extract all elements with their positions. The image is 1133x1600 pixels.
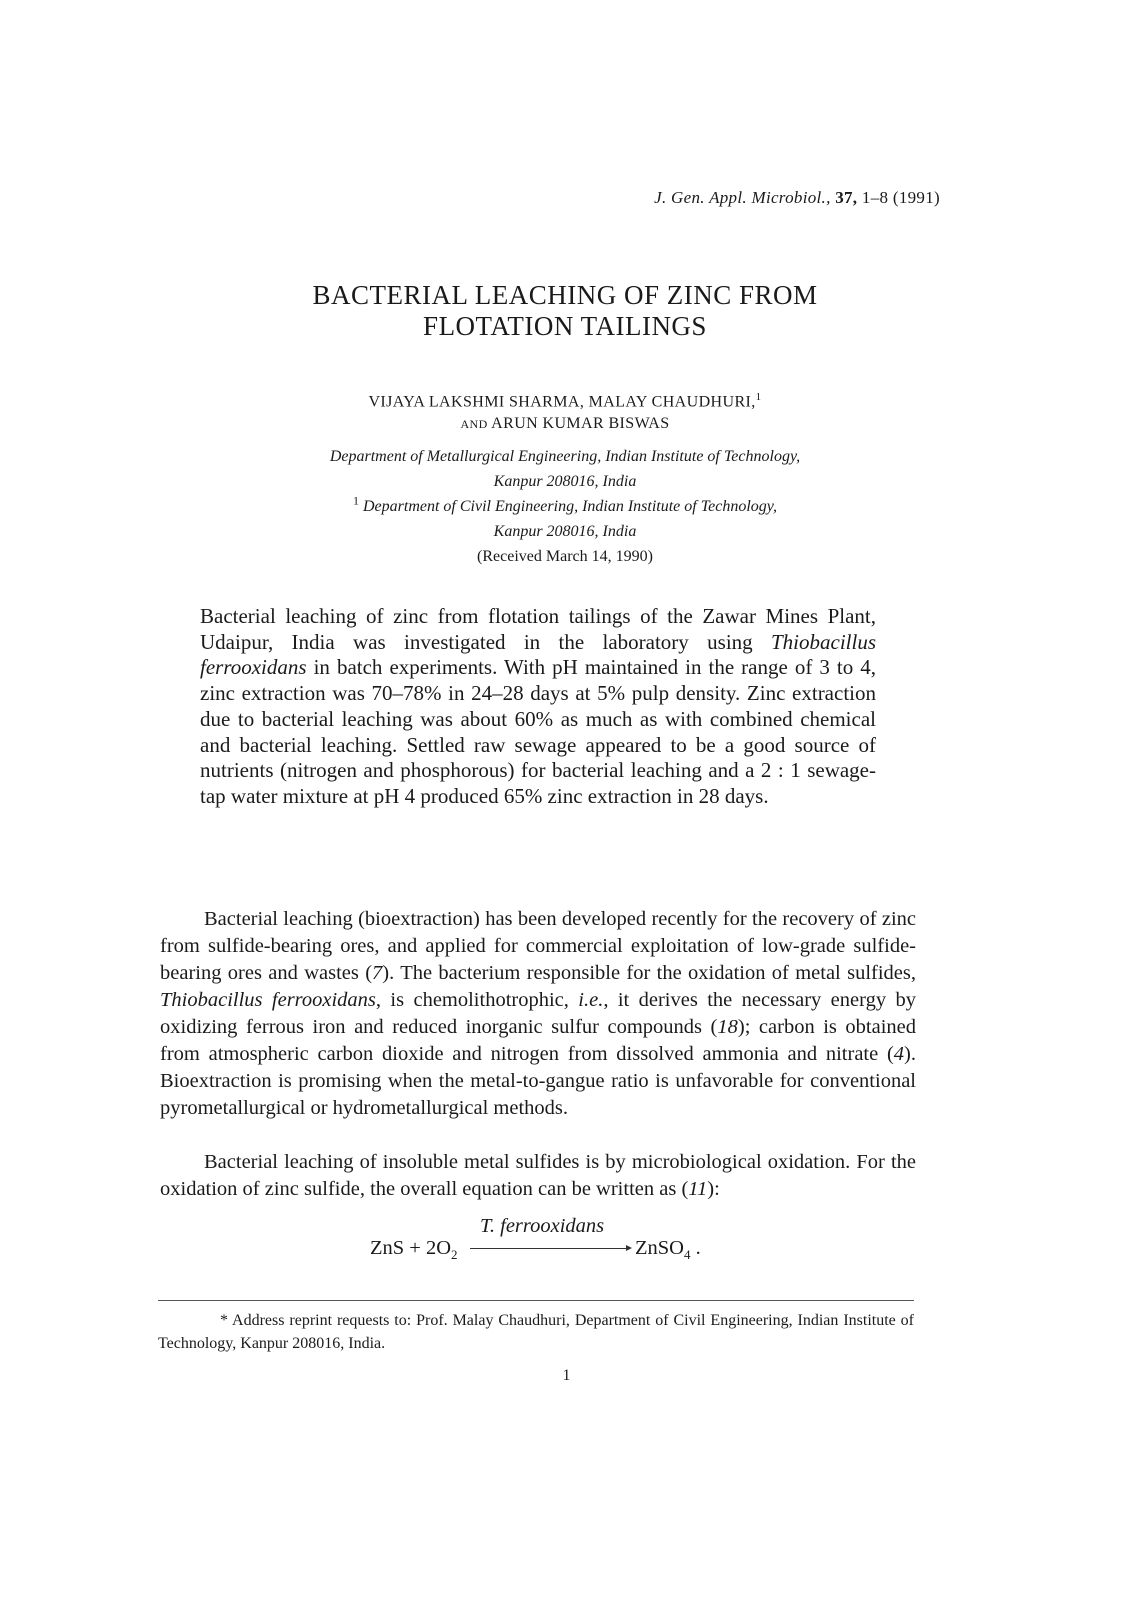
equation-reactants — [370, 1237, 458, 1263]
affiliation-2-mark: 1 — [352, 493, 359, 508]
author-affil-mark: 1 — [755, 391, 762, 403]
p1-organism: Thiobacillus ferrooxidans — [160, 989, 376, 1011]
eq-left-main: ZnS + 2O — [370, 1237, 452, 1259]
affiliation-1-line-2: Kanpur 208016, India — [493, 473, 637, 490]
abstract — [200, 604, 876, 810]
footnote-divider — [158, 1300, 914, 1301]
equation-products — [635, 1237, 701, 1263]
abstract-part-2: in batch experiments. With pH maintained in the range of 3 to 4, zinc extraction was 70–78% in 24–28 days at 5% pulp density. Zinc extraction due to bacterial leaching was about 60% as much as with combined chemical and bacterial leaching. Settled raw sewage appeared to be a good source of nutrients (nitrogen and phosphorous) for bacterial leaching and a 2 : 1 sewage-tap water mixture at pH 4 produced 65% zinc extraction in 28 days. — [200, 655, 876, 808]
paper-title — [160, 280, 970, 342]
p1-text-f: ). Bioextraction is promising when the metal-to-gangue ratio is unfavorable for conventional pyrometallurgical or hydrometallurgical methods. — [160, 1043, 916, 1119]
authors-line-2 — [160, 413, 970, 435]
eq-right-main: ZnSO — [635, 1237, 684, 1259]
authors-names-1: VIJAYA LAKSHMI SHARMA, MALAY CHAUDHURI, — [368, 393, 756, 411]
affiliation-2-text: Department of Civil Engineering, Indian Institute of Technology, — [362, 498, 778, 515]
p1-text-a: Bacterial leaching (bioextraction) has been developed recently for the recovery of zinc from sulfide-bearing ores, and applied for commercial exploitation of low-grade sulfide-bearing ores and wastes ( — [160, 908, 916, 984]
eq-right-end: . — [690, 1237, 701, 1259]
p1-ie: i.e. — [578, 989, 604, 1011]
journal-pages-year: 1–8 (1991) — [861, 188, 940, 207]
title-line-1: BACTERIAL LEACHING OF ZINC FROM — [312, 280, 818, 310]
author-list — [160, 386, 970, 435]
reaction-equation — [370, 1215, 770, 1265]
eq-left-sub: 2 — [451, 1247, 458, 1263]
authors-names-2: ARUN KUMAR BISWAS — [491, 415, 670, 433]
p1-text-e: ); carbon is obtained from atmospheric carbon dioxide and nitrogen from dissolved ammonia and nitrate ( — [160, 1016, 916, 1065]
p1-text-b: ). The bacterium responsible for the oxidation of metal sulfides, — [382, 962, 916, 984]
journal-name: J. Gen. Appl. Microbiol., — [654, 188, 831, 207]
p2-ref: 11 — [688, 1178, 708, 1200]
affiliation-2-line-1 — [160, 494, 970, 519]
body-paragraph-2 — [160, 1149, 916, 1203]
authors-line-1 — [160, 386, 970, 413]
p2-text-a: Bacterial leaching of insoluble metal sulfides is by microbiological oxidation. For the oxidation of zinc sulfide, the overall equation can be written as ( — [160, 1151, 916, 1200]
eq-right-sub: 4 — [683, 1247, 691, 1263]
abstract-organism: Thiobacillus ferrooxidans — [200, 629, 876, 680]
affiliation-1-line-1: Department of Metallurgical Engineering, Indian Institute of Technology, — [329, 448, 801, 465]
reaction-arrow-icon — [470, 1248, 630, 1249]
body-paragraph-1 — [160, 906, 916, 1122]
p2-text-b: ): — [707, 1178, 720, 1200]
p1-ref-2: 18 — [717, 1016, 738, 1038]
page-number: 1 — [562, 1367, 571, 1384]
equation-catalyst: T. ferrooxidans — [480, 1215, 605, 1237]
p1-text-d: , it derives the necessary energy by oxidizing ferrous iron and reduced inorganic sulfur compounds ( — [160, 989, 916, 1038]
journal-volume: 37, — [835, 188, 858, 207]
footnote: * Address reprint requests to: Prof. Malay Chaudhuri, Department of Civil Engineering, Indian Institute of Technology, Kanpur 208016, India. — [158, 1312, 914, 1352]
p1-ref-1: 7 — [372, 962, 383, 984]
title-line-2: FLOTATION TAILINGS — [423, 311, 707, 341]
authors-and: AND — [460, 417, 488, 432]
abstract-part-1: Bacterial leaching of zinc from flotation tailings of the Zawar Mines Plant, Udaipur, India was investigated in the laboratory using — [200, 604, 876, 654]
journal-citation — [600, 188, 940, 208]
affiliations — [160, 444, 970, 544]
p1-ref-3: 4 — [893, 1043, 905, 1065]
p1-text-c: , is chemolithotrophic, — [375, 989, 579, 1011]
received-date: (Received March 14, 1990) — [477, 548, 653, 565]
affiliation-2-line-2: Kanpur 208016, India — [493, 523, 637, 540]
